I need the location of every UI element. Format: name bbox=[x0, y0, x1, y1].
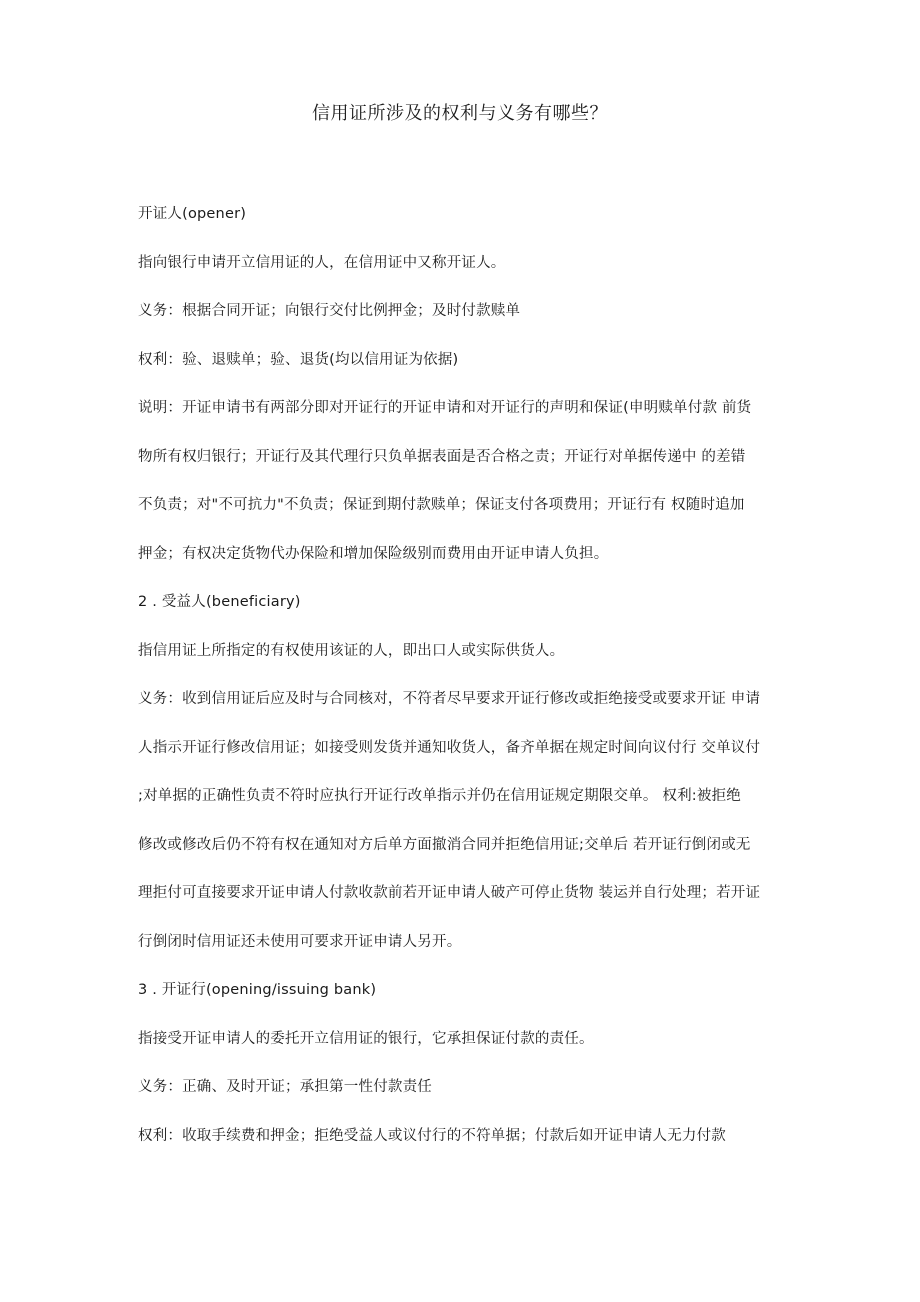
paragraph-line: 不负责；对"不可抗力"不负责；保证到期付款赎单；保证支付各项费用；开证行有 权随时追加 bbox=[138, 497, 745, 513]
paragraph-line: 指接受开证申请人的委托开立信用证的银行，它承担保证付款的责任。 bbox=[138, 1030, 594, 1047]
paragraph-line: 指信用证上所指定的有权使用该证的人，即出口人或实际供货人。 bbox=[138, 642, 565, 659]
paragraph-line: 指向银行申请开立信用证的人，在信用证中又称开证人。 bbox=[138, 254, 506, 271]
paragraph-line: 理拒付可直接要求开证申请人付款收款前若开证申请人破产可停止货物 装运并自行处理；若开证 bbox=[138, 885, 761, 901]
section-heading-beneficiary: 2 . 受益人(beneficiary) bbox=[138, 594, 301, 610]
paragraph-line: 义务：正确、及时开证；承担第一性付款责任 bbox=[138, 1079, 432, 1095]
paragraph-line: 权利：验、退赎单；验、退货(均以信用证为依据) bbox=[138, 351, 459, 368]
section-heading-issuing-bank: 3 . 开证行(opening/issuing bank) bbox=[138, 982, 377, 998]
paragraph-line: 行倒闭时信用证还未使用可要求开证申请人另开。 bbox=[138, 933, 462, 950]
paragraph-line: 押金；有权决定货物代办保险和增加保险级别而费用由开证申请人负担。 bbox=[138, 545, 609, 562]
paragraph-line: 义务：根据合同开证；向银行交付比例押金；及时付款赎单 bbox=[138, 303, 521, 319]
paragraph-line: 义务：收到信用证后应及时与合同核对，不符者尽早要求开证行修改或拒绝接受或要求开证 申请 bbox=[138, 691, 761, 707]
paragraph-line: 人指示开证行修改信用证；如接受则发货并通知收货人，备齐单据在规定时间向议付行 交单议付 bbox=[138, 739, 761, 756]
document-body bbox=[138, 198, 798, 1168]
document-title: 信用证所涉及的权利与义务有哪些？ bbox=[312, 103, 608, 124]
paragraph-line: 说明：开证申请书有两部分即对开证行的开证申请和对开证行的声明和保证(申明赎单付款 前货 bbox=[138, 400, 752, 416]
paragraph-line: 物所有权归银行；开证行及其代理行只负单据表面是否合格之责；开证行对单据传递中 的差错 bbox=[138, 448, 746, 465]
section-heading-opener: 开证人(opener) bbox=[138, 206, 247, 222]
paragraph-line: ;对单据的正确性负责不符时应执行开证行改单指示并仍在信用证规定期限交单。 权利:被拒绝 bbox=[138, 788, 741, 804]
paragraph-line: 修改或修改后仍不符有权在通知对方后单方面撤消合同并拒绝信用证;交单后 若开证行倒闭或无 bbox=[138, 836, 751, 853]
paragraph-line: 权利：收取手续费和押金；拒绝受益人或议付行的不符单据；付款后如开证申请人无力付款 bbox=[138, 1127, 726, 1144]
